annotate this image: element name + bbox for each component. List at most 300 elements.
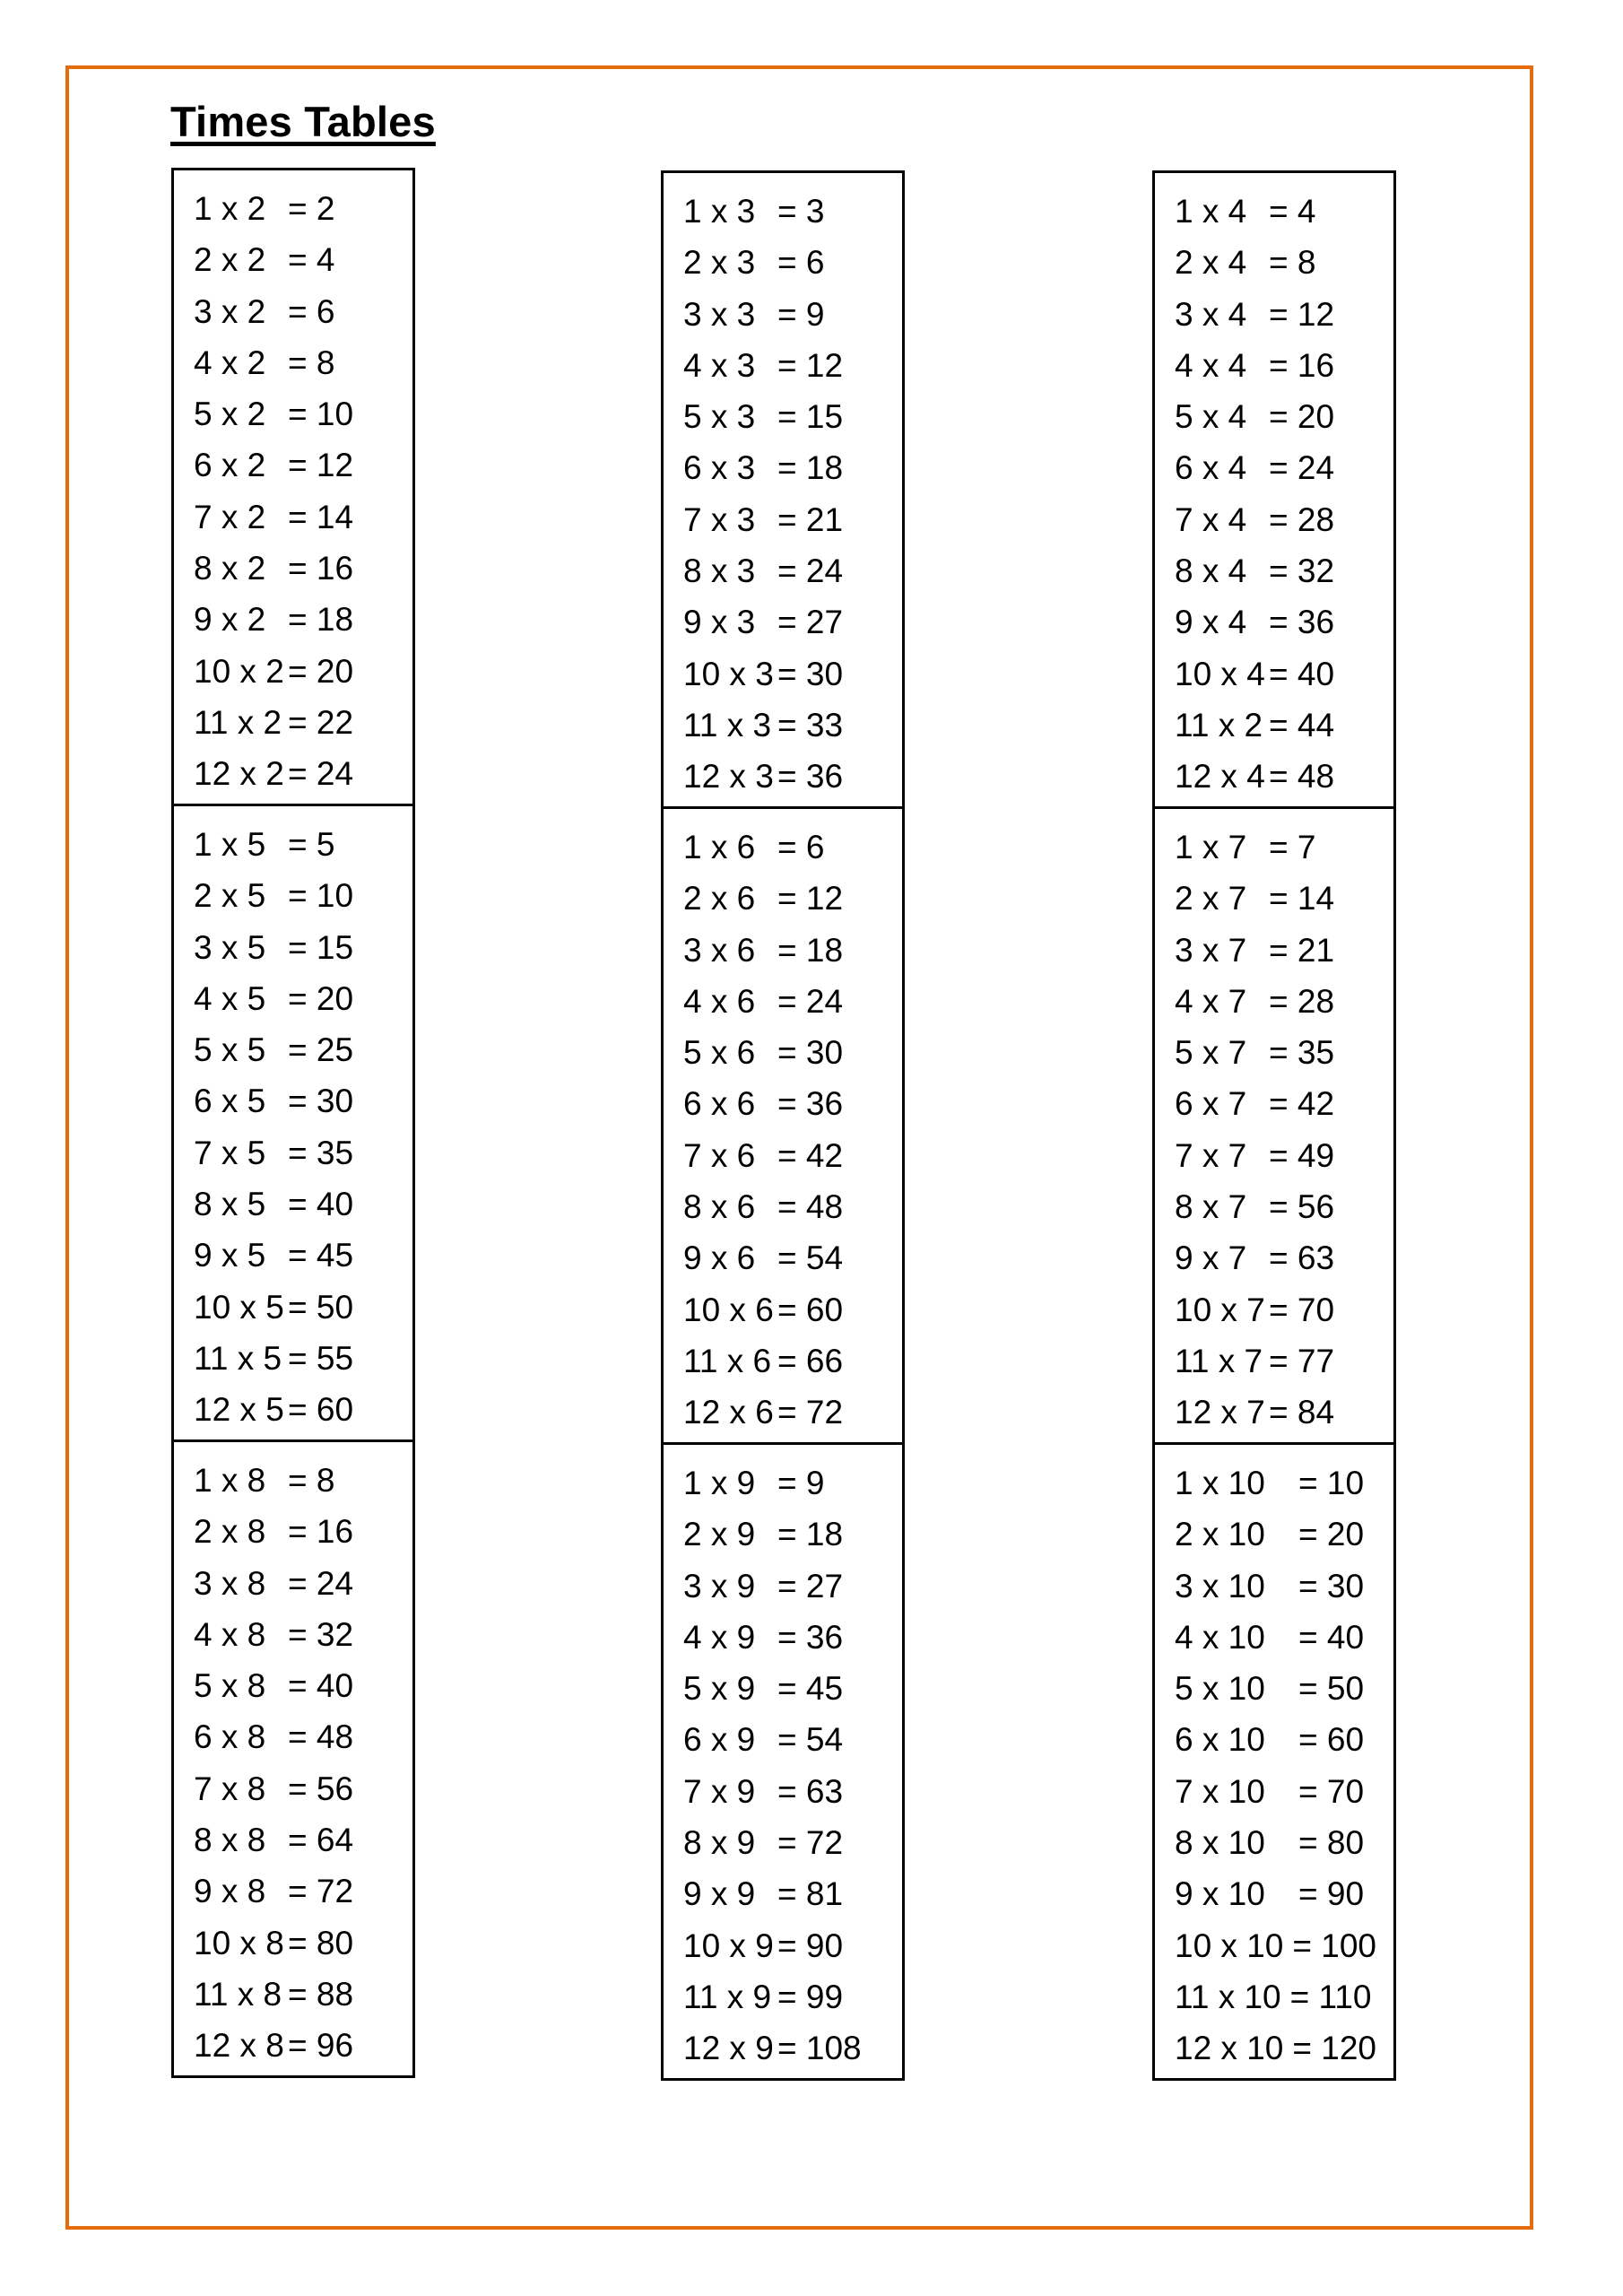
multiplication-expression: 9 x 10 [1175,1875,1265,1913]
multiplication-expression: 3 x 5 [194,928,266,966]
table-row [683,1920,902,1971]
table-row [683,1027,902,1078]
multiplication-expression: 7 x 5 [194,1134,266,1171]
multiplication-expression: 5 x 5 [194,1031,266,1069]
multiplication-result: = 7 [1269,829,1316,865]
multiplication-result: = 40 [288,1186,354,1223]
table-row [683,289,902,340]
table-row [683,186,902,237]
multiplication-result: = 44 [1269,706,1335,744]
multiplication-result: = 9 [777,295,825,333]
multiplication-expression: 11 x 5 [194,1339,282,1377]
table-row [683,1284,902,1335]
multiplication-result: = 16 [1269,346,1335,384]
table-row [683,2022,902,2074]
table-row [1175,1232,1393,1283]
multiplication-expression: 6 x 9 [683,1721,756,1759]
table-row [1175,494,1393,545]
multiplication-result: = 80 [288,1924,354,1961]
multiplication-result: = 20 [1269,398,1335,436]
multiplication-expression: 5 x 10 [1175,1670,1265,1708]
table-row [683,1232,902,1283]
multiplication-result: = 32 [1269,552,1335,590]
table-row [683,873,902,924]
multiplication-result: = 60 [777,1291,844,1328]
table-row [1175,545,1393,596]
multiplication-result: = 27 [777,1567,844,1605]
multiplication-result: = 72 [288,1873,354,1910]
table-row [1175,442,1393,493]
multiplication-result: = 42 [1269,1085,1335,1123]
table-row [1175,1971,1393,2022]
table-row [683,442,902,493]
multiplication-expression: 5 x 2 [194,396,266,433]
table-row [194,870,412,921]
multiplication-expression: 8 x 3 [683,552,756,590]
table-row [1175,2022,1393,2074]
multiplication-expression: 8 x 2 [194,550,266,587]
multiplication-expression: 7 x 4 [1175,500,1247,538]
multiplication-result: = 36 [777,1085,844,1123]
table-row [683,1612,902,1663]
multiplication-expression: 4 x 8 [194,1615,266,1653]
multiplication-result: = 10 [288,396,354,433]
multiplication-result: = 36 [777,758,844,796]
multiplication-expression: 10 x 4 [1175,655,1265,692]
multiplication-result: = 45 [777,1670,844,1708]
times-table-10 [1152,1442,1396,2081]
multiplication-expression: 9 x 2 [194,601,266,639]
times-table-4 [1152,170,1396,809]
table-row [194,697,412,748]
table-row [194,439,412,491]
multiplication-expression: 10 x 3 [683,655,774,692]
table-row [1175,1387,1393,1438]
table-column-3 [1152,170,1396,2081]
table-row [1175,186,1393,237]
multiplication-result: = 28 [1269,500,1335,538]
multiplication-result: = 4 [288,241,335,279]
table-row [683,700,902,751]
multiplication-result: = 35 [1269,1034,1335,1072]
multiplication-result: = 25 [288,1031,354,1069]
table-row [194,1866,412,1917]
multiplication-result: = 36 [777,1618,844,1656]
multiplication-expression: 12 x 10 [1175,2030,1284,2067]
table-row [1175,822,1393,873]
multiplication-result: = 110 [1289,1978,1372,2015]
multiplication-result: = 27 [777,604,844,641]
table-row [194,646,412,697]
multiplication-expression: 10 x 9 [683,1926,774,1964]
multiplication-result: = 8 [288,344,335,381]
multiplication-result: = 60 [1298,1721,1365,1759]
table-row [194,1558,412,1609]
table-row [683,1663,902,1714]
multiplication-expression: 3 x 10 [1175,1567,1265,1605]
times-table-7 [1152,806,1396,1445]
multiplication-expression: 2 x 3 [683,244,756,282]
table-row [1175,340,1393,391]
table-row [1175,391,1393,442]
multiplication-expression: 2 x 9 [683,1516,756,1553]
multiplication-expression: 4 x 4 [1175,346,1247,384]
multiplication-expression: 4 x 5 [194,979,266,1017]
multiplication-result: = 22 [288,703,354,741]
table-row [194,1024,412,1075]
multiplication-expression: 4 x 6 [683,982,756,1020]
multiplication-expression: 5 x 8 [194,1667,266,1705]
table-row [194,286,412,337]
multiplication-expression: 1 x 4 [1175,193,1247,230]
multiplication-result: = 40 [1298,1618,1365,1656]
table-row [1175,289,1393,340]
table-row [194,1969,412,2020]
multiplication-result: = 18 [777,931,844,969]
multiplication-result: = 42 [777,1136,844,1174]
multiplication-expression: 6 x 6 [683,1085,756,1123]
multiplication-result: = 24 [288,1564,354,1602]
multiplication-result: = 14 [1269,880,1335,918]
multiplication-expression: 1 x 3 [683,193,756,230]
multiplication-result: = 10 [288,877,354,915]
table-row [683,1817,902,1868]
multiplication-result: = 32 [288,1615,354,1653]
multiplication-expression: 12 x 5 [194,1391,284,1429]
multiplication-result: = 14 [288,498,354,535]
multiplication-result: = 28 [1269,982,1335,1020]
multiplication-result: = 5 [288,826,335,863]
multiplication-expression: 11 x 8 [194,1975,282,2013]
multiplication-expression: 10 x 7 [1175,1291,1265,1328]
multiplication-expression: 1 x 2 [194,190,266,227]
multiplication-result: = 56 [1269,1188,1335,1226]
multiplication-expression: 4 x 3 [683,346,756,384]
multiplication-result: = 48 [288,1718,354,1756]
table-row [1175,1130,1393,1181]
table-column-1 [171,168,415,2078]
multiplication-result: = 16 [288,550,354,587]
multiplication-result: = 90 [777,1926,844,1964]
multiplication-result: = 60 [288,1391,354,1429]
times-table-2 [171,168,415,806]
table-row [683,1766,902,1817]
table-row [683,1078,902,1129]
multiplication-result: = 6 [288,292,335,330]
multiplication-expression: 9 x 8 [194,1873,266,1910]
multiplication-expression: 4 x 10 [1175,1618,1265,1656]
multiplication-result: = 20 [1298,1516,1365,1553]
times-table-9 [661,1442,905,2081]
multiplication-expression: 1 x 7 [1175,829,1247,865]
table-row [1175,1817,1393,1868]
multiplication-expression: 8 x 6 [683,1188,756,1226]
times-table-6 [661,806,905,1445]
table-row [194,1230,412,1281]
multiplication-result: = 36 [1269,604,1335,641]
table-row [683,237,902,288]
table-row [683,391,902,442]
multiplication-result: = 24 [288,755,354,793]
table-row [1175,596,1393,648]
multiplication-result: = 18 [777,449,844,487]
multiplication-result: = 45 [288,1237,354,1274]
table-row [194,1178,412,1230]
table-row [194,1918,412,1969]
table-row [1175,1714,1393,1765]
multiplication-result: = 10 [1298,1465,1365,1501]
multiplication-expression: 9 x 9 [683,1875,756,1913]
table-row [1175,700,1393,751]
multiplication-result: = 15 [777,398,844,436]
multiplication-expression: 3 x 4 [1175,295,1247,333]
table-row [194,1455,412,1506]
table-row [683,494,902,545]
multiplication-result: = 80 [1298,1824,1365,1862]
multiplication-expression: 8 x 4 [1175,552,1247,590]
multiplication-result: = 63 [1269,1239,1335,1277]
multiplication-result: = 2 [288,190,335,227]
multiplication-expression: 5 x 7 [1175,1034,1247,1072]
multiplication-expression: 2 x 2 [194,241,266,279]
multiplication-expression: 4 x 9 [683,1618,756,1656]
multiplication-expression: 3 x 7 [1175,931,1247,969]
multiplication-result: = 21 [777,500,844,538]
table-row [194,819,412,870]
multiplication-expression: 2 x 5 [194,877,266,915]
multiplication-result: = 8 [1269,244,1316,282]
multiplication-result: = 48 [1269,758,1335,796]
table-row [683,596,902,648]
multiplication-expression: 11 x 2 [1175,706,1263,744]
multiplication-result: = 40 [1269,655,1335,692]
multiplication-result: = 54 [777,1239,844,1277]
multiplication-expression: 5 x 4 [1175,398,1247,436]
multiplication-result: = 20 [288,652,354,690]
multiplication-result: = 12 [1269,295,1335,333]
table-row [1175,1663,1393,1714]
multiplication-result: = 16 [288,1513,354,1551]
times-table-5 [171,804,415,1442]
table-row [1175,1766,1393,1817]
multiplication-expression: 8 x 7 [1175,1188,1247,1226]
multiplication-expression: 10 x 8 [194,1924,284,1961]
multiplication-expression: 6 x 4 [1175,449,1247,487]
table-row [683,545,902,596]
multiplication-expression: 12 x 4 [1175,758,1265,796]
table-row [1175,1612,1393,1663]
table-row [683,925,902,976]
multiplication-expression: 5 x 6 [683,1034,756,1072]
table-row [1175,1920,1393,1971]
multiplication-expression: 8 x 9 [683,1824,756,1862]
table-row [194,748,412,799]
multiplication-expression: 9 x 3 [683,604,756,641]
multiplication-expression: 10 x 5 [194,1288,284,1326]
multiplication-result: = 50 [288,1288,354,1326]
table-row [194,234,412,285]
table-row [1175,925,1393,976]
table-row [683,822,902,873]
multiplication-expression: 6 x 5 [194,1083,266,1120]
multiplication-result: = 84 [1269,1394,1335,1431]
multiplication-expression: 1 x 10 [1175,1465,1265,1501]
multiplication-expression: 12 x 6 [683,1394,774,1431]
table-row [683,340,902,391]
multiplication-result: = 30 [777,1034,844,1072]
multiplication-expression: 4 x 2 [194,344,266,381]
multiplication-expression: 2 x 10 [1175,1516,1265,1553]
table-row [194,183,412,234]
table-row [683,976,902,1027]
table-row [194,543,412,594]
multiplication-expression: 10 x 6 [683,1291,774,1328]
table-row [194,1609,412,1660]
multiplication-expression: 7 x 10 [1175,1772,1265,1810]
table-row [194,491,412,543]
multiplication-result: = 33 [777,706,844,744]
multiplication-expression: 2 x 8 [194,1513,266,1551]
multiplication-expression: 9 x 7 [1175,1239,1247,1277]
multiplication-result: = 30 [1298,1567,1365,1605]
multiplication-result: = 12 [777,346,844,384]
table-row [194,973,412,1024]
multiplication-result: = 77 [1269,1342,1335,1379]
times-table-8 [171,1439,415,2078]
table-row [194,594,412,645]
multiplication-result: = 3 [777,193,825,230]
multiplication-expression: 5 x 3 [683,398,756,436]
multiplication-expression: 2 x 4 [1175,244,1247,282]
multiplication-result: = 55 [288,1339,354,1377]
multiplication-result: = 21 [1269,931,1335,969]
multiplication-expression: 6 x 10 [1175,1721,1265,1759]
multiplication-expression: 11 x 3 [683,706,772,744]
multiplication-expression: 1 x 6 [683,829,756,865]
multiplication-expression: 1 x 5 [194,826,266,863]
multiplication-result: = 120 [1292,2030,1376,2067]
multiplication-result: = 6 [777,829,825,865]
table-row [194,1282,412,1333]
table-column-2 [661,170,905,2081]
multiplication-result: = 40 [288,1667,354,1705]
multiplication-result: = 30 [288,1083,354,1120]
multiplication-expression: 6 x 2 [194,447,266,484]
multiplication-expression: 3 x 8 [194,1564,266,1602]
multiplication-expression: 12 x 9 [683,2030,774,2067]
page-title: Times Tables [170,98,436,145]
multiplication-expression: 8 x 5 [194,1186,266,1223]
multiplication-result: = 90 [1298,1875,1365,1913]
multiplication-expression: 7 x 9 [683,1772,756,1810]
multiplication-expression: 2 x 6 [683,880,756,918]
multiplication-result: = 24 [777,982,844,1020]
table-row [683,1130,902,1181]
multiplication-result: = 56 [288,1770,354,1807]
multiplication-expression: 7 x 7 [1175,1136,1247,1174]
table-row [1175,976,1393,1027]
multiplication-result: = 4 [1269,193,1316,230]
multiplication-result: = 54 [777,1721,844,1759]
multiplication-result: = 15 [288,928,354,966]
table-row [683,1868,902,1919]
multiplication-expression: 2 x 7 [1175,880,1247,918]
table-row [683,751,902,802]
table-row [194,1384,412,1435]
table-row [194,1333,412,1384]
table-row [683,1181,902,1232]
multiplication-expression: 12 x 3 [683,758,774,796]
multiplication-expression: 7 x 6 [683,1136,756,1174]
multiplication-result: = 24 [1269,449,1335,487]
table-row [194,2020,412,2071]
multiplication-result: = 88 [288,1975,354,2013]
multiplication-expression: 8 x 8 [194,1822,266,1859]
table-row [683,1335,902,1387]
multiplication-result: = 72 [777,1824,844,1862]
table-row [1175,1457,1393,1509]
multiplication-result: = 64 [288,1822,354,1859]
table-row [1175,237,1393,288]
multiplication-expression: 5 x 9 [683,1670,756,1708]
table-row [1175,751,1393,802]
multiplication-expression: 3 x 6 [683,931,756,969]
table-row [1175,1181,1393,1232]
multiplication-expression: 3 x 9 [683,1567,756,1605]
multiplication-expression: 1 x 9 [683,1465,756,1501]
multiplication-result: = 99 [777,1978,844,2015]
multiplication-expression: 12 x 8 [194,2027,284,2065]
table-row [683,1971,902,2022]
multiplication-expression: 3 x 3 [683,295,756,333]
multiplication-expression: 7 x 3 [683,500,756,538]
multiplication-result: = 81 [777,1875,844,1913]
multiplication-result: = 108 [777,2030,862,2067]
multiplication-result: = 50 [1298,1670,1365,1708]
multiplication-result: = 100 [1292,1926,1376,1964]
table-row [194,1814,412,1866]
multiplication-result: = 18 [777,1516,844,1553]
multiplication-expression: 6 x 8 [194,1718,266,1756]
multiplication-result: = 66 [777,1342,844,1379]
multiplication-expression: 10 x 2 [194,652,284,690]
multiplication-expression: 1 x 8 [194,1462,266,1499]
multiplication-expression: 11 x 6 [683,1342,772,1379]
multiplication-expression: 7 x 8 [194,1770,266,1807]
multiplication-result: = 6 [777,244,825,282]
multiplication-result: = 49 [1269,1136,1335,1174]
table-row [1175,1027,1393,1078]
table-row [194,922,412,973]
times-table-3 [661,170,905,809]
multiplication-expression: 8 x 10 [1175,1824,1265,1862]
table-row [1175,1335,1393,1387]
table-row [194,1075,412,1126]
multiplication-expression: 3 x 2 [194,292,266,330]
table-row [194,1711,412,1762]
multiplication-result: = 8 [288,1462,335,1499]
table-row [1175,1078,1393,1129]
table-row [683,1457,902,1509]
table-row [1175,1284,1393,1335]
multiplication-result: = 70 [1298,1772,1365,1810]
table-row [1175,1561,1393,1612]
multiplication-expression: 11 x 10 [1175,1978,1281,2015]
table-row [683,648,902,700]
multiplication-expression: 9 x 5 [194,1237,266,1274]
table-row [683,1561,902,1612]
multiplication-result: = 18 [288,601,354,639]
